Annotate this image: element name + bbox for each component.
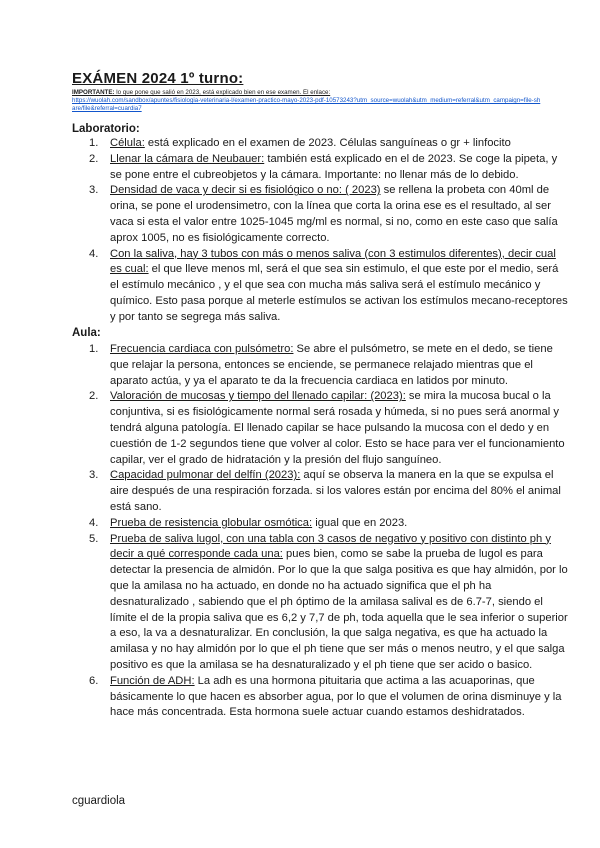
item-number: 1.: [89, 137, 99, 149]
item-text: también está explicado en el de 2023. Se coge la pipeta, y se pone entre el cubreobjetos y la cámara. Importante: no llenar más de lo debido.: [110, 152, 558, 181]
item-number: 4.: [89, 516, 99, 529]
item-number: 1.: [89, 343, 99, 355]
item-lead: Célula:: [110, 137, 145, 149]
item-number: 2.: [89, 152, 99, 165]
item-text: pues bien, como se sabe la prueba de lugol es para detectar la presencia de almidón. Por lo que la que salga positiva es que hay almidón, por lo que la amilasa no ha actuado, en donde no ha actuado significa que el ph ha desnaturalizado , sabiendo que el ph óptimo de la amilasa salival es de 6.7-7, siendo el límite el de la propia saliva que es 6,2 y 7,7 de ph, toda aquella que le sea inferior o superior a eso, la va a desnaturalizar. En conclusión, la que salga negativa, es que ha actuado la amilasa y no hay almidón por lo que el ph tiene que ser más o menos neutro, y el que salga positivo es que la amilasa se ha desnaturalizado y el ph tiene que ser acido o basico.: [110, 548, 568, 671]
item-text: el que lleve menos ml, será el que sea sin estimulo, el que este por el medio, será el estímulo mecánico , y el que sea con mucha más saliva será el estímulo mecánico y químico. Esto pasa porque al meterle estímulos se activan los estímulos mecano-receptores y por tanto se segrega más saliva.: [110, 263, 568, 323]
list-item: [89, 468, 570, 515]
list-item: [89, 152, 570, 184]
important-note: [72, 89, 542, 113]
item-text: está explicado en el examen de 2023. Células sanguíneas o gr + linfocito: [144, 137, 511, 149]
item-text: Se abre el pulsómetro, se mete en el dedo, se tiene que relajar la persona, entonces se enciende, se permanece relajado mientras que el aparato actúa, y ya el aparato te da la frecuencia cardiaca en latidos por minuto.: [110, 343, 553, 387]
item-number: 6.: [89, 674, 99, 687]
item-lead: Prueba de resistencia globular osmótica:: [110, 516, 313, 529]
item-text: igual que en 2023.: [312, 516, 408, 529]
item-lead: Frecuencia cardiaca con pulsómetro:: [110, 343, 294, 355]
list-item: [89, 532, 570, 674]
item-number: 3.: [89, 184, 99, 197]
list-item: [89, 342, 570, 389]
list-item: [89, 389, 570, 468]
aula-list: [72, 342, 570, 721]
aula-heading: Aula:: [72, 327, 101, 339]
item-lead: Densidad de vaca y decir si es fisiológico o no: ( 2023): [110, 184, 381, 197]
reference-link[interactable]: https://wuolah.com/sandbox/apuntes/fisiologia-veterinaria-l/examen-practico-mayo-2023-pdf-10573243?utm_source=wuolah&utm_medium=referral&utm_campaign=file-share/file&referral=cuardia7: [72, 97, 541, 112]
list-item: [89, 247, 570, 326]
item-lead: Con la saliva, hay 3 tubos con más o menos saliva (con 3 estimulos diferentes), decir cual es cual:: [110, 247, 556, 276]
item-lead: Llenar la cámara de Neubauer:: [110, 152, 265, 165]
item-number: 3.: [89, 469, 99, 482]
item-lead: Capacidad pulmonar del delfín (2023):: [110, 469, 301, 482]
item-text: aquí se observa la manera en la que se expulsa el aire después de una respiración forzada. si los valores están por encima del 80% el animal está sano.: [110, 469, 561, 513]
important-label: IMPORTANTE:: [72, 89, 115, 96]
list-item: [89, 674, 570, 721]
footer-author: cguardiola: [72, 795, 126, 807]
item-number: 2.: [89, 390, 99, 403]
item-text: La adh es una hormona pituitaria que actima a las acuaporinas, que básicamente lo que hacen es absorber agua, por lo que el volumen de orina disminuye y la hace más concentrada. Esta hormona suele actuar cuando estamos deshidratados.: [110, 674, 562, 719]
important-text: lo que pone que salió en 2023, está explicado bien en ese examen. El enlace:: [114, 89, 331, 96]
item-text: se mira la mucosa bucal o la conjuntiva, si es fisiológicamente normal será rosada y húmeda, si no pues será anormal y tendrá alguna patología. El llenado capilar se hace pulsando la mucosa con el dedo y en cuestión de 1-2 segundos tiene que volver al color. Esto se hace para ver el funcionamiento capilar, ver el grado de hidratación y la presión del flujo sanguíneo.: [110, 390, 565, 466]
item-number: 5.: [89, 532, 99, 545]
item-lead: Prueba de saliva lugol, con una tabla con 3 casos de negativo y positivo con distinto ph y decir a qué corresponde cada una:: [110, 532, 551, 561]
document-title: EXÁMEN 2024 1º turno:: [72, 70, 244, 87]
item-lead: Valoración de mucosas y tiempo del llenado capilar: (2023):: [110, 390, 406, 403]
laboratorio-heading: Laboratorio:: [72, 123, 140, 135]
list-item: [89, 516, 570, 532]
item-lead: Función de ADH:: [110, 674, 195, 687]
item-text: se rellena la probeta con 40ml de orina, se pone el urodensimetro, con la línea que corta la orina ese es el resultado, al ser vaca si esta el valor entre 1025-1045 mg/ml es normal, si no, como en este caso que salía aprox 1005, no es fisiológicamente correcto.: [110, 184, 558, 244]
item-number: 4.: [89, 247, 99, 260]
list-item: [89, 183, 570, 246]
list-item: [89, 136, 570, 152]
laboratorio-list: [72, 136, 570, 326]
